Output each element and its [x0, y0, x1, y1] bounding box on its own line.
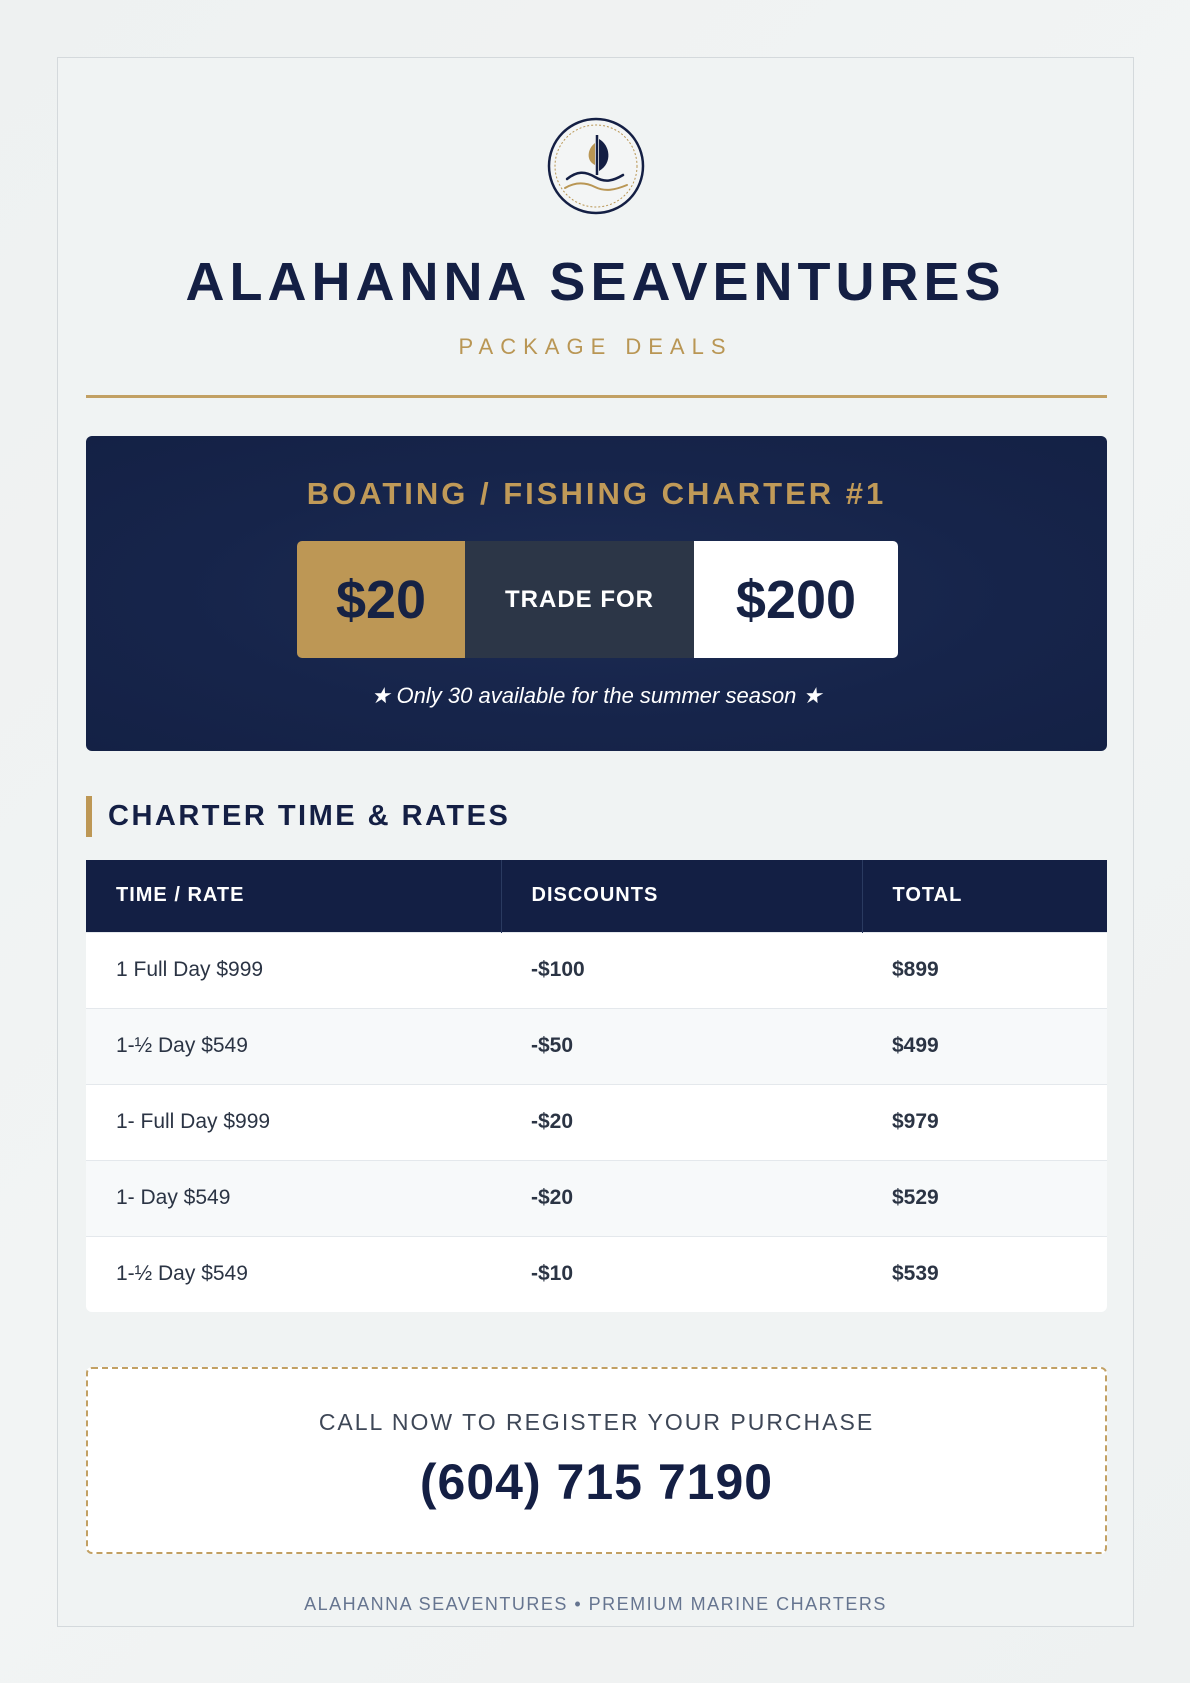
rates-table — [86, 860, 1107, 1312]
brand-subtitle: PACKAGE DEALS — [458, 334, 733, 359]
availability-note: ★ Only 30 available for the summer season ★ — [370, 683, 823, 708]
table-row — [86, 1236, 1107, 1312]
column-header-total: TOTAL — [862, 860, 1107, 932]
discount-cell: -$50 — [501, 1008, 862, 1084]
trade-to-value: $200 — [694, 541, 898, 658]
table-row — [86, 1084, 1107, 1160]
section-accent-bar — [86, 796, 92, 837]
trade-from-price: $20 — [297, 541, 465, 658]
time-rate-cell: 1-½ Day $549 — [86, 1236, 501, 1312]
rates-heading-text: CHARTER TIME & RATES — [108, 800, 511, 832]
sailboat-logo-icon — [547, 117, 645, 215]
brand-title: ALAHANNA SEAVENTURES — [185, 252, 1006, 312]
rates-section-heading — [86, 796, 510, 837]
discount-cell: -$10 — [501, 1236, 862, 1312]
call-to-action-box — [86, 1367, 1107, 1554]
promo-banner — [86, 436, 1107, 751]
time-rate-cell: 1 Full Day $999 — [86, 932, 501, 1008]
discount-cell: -$20 — [501, 1084, 862, 1160]
discount-cell: -$20 — [501, 1160, 862, 1236]
table-row — [86, 1008, 1107, 1084]
total-cell: $979 — [862, 1084, 1107, 1160]
column-header-discounts: DISCOUNTS — [501, 860, 862, 932]
total-cell: $899 — [862, 932, 1107, 1008]
trade-offer — [297, 541, 898, 658]
time-rate-cell: 1-½ Day $549 — [86, 1008, 501, 1084]
footer-text: ALAHANNA SEAVENTURES • PREMIUM MARINE CHARTERS — [304, 1594, 887, 1614]
phone-number[interactable]: (604) 715 7190 — [419, 1454, 774, 1510]
column-header-time-rate: TIME / RATE — [86, 860, 501, 932]
table-header-row — [86, 860, 1107, 932]
discount-cell: -$100 — [501, 932, 862, 1008]
header-divider — [86, 395, 1107, 398]
total-cell: $539 — [862, 1236, 1107, 1312]
table-row — [86, 1160, 1107, 1236]
trade-label: TRADE FOR — [465, 541, 694, 658]
cta-label: CALL NOW TO REGISTER YOUR PURCHASE — [318, 1409, 875, 1435]
total-cell: $499 — [862, 1008, 1107, 1084]
promo-title: BOATING / FISHING CHARTER #1 — [306, 476, 887, 511]
table-row — [86, 932, 1107, 1008]
package-card — [57, 57, 1134, 1627]
time-rate-cell: 1- Day $549 — [86, 1160, 501, 1236]
time-rate-cell: 1- Full Day $999 — [86, 1084, 501, 1160]
total-cell: $529 — [862, 1160, 1107, 1236]
